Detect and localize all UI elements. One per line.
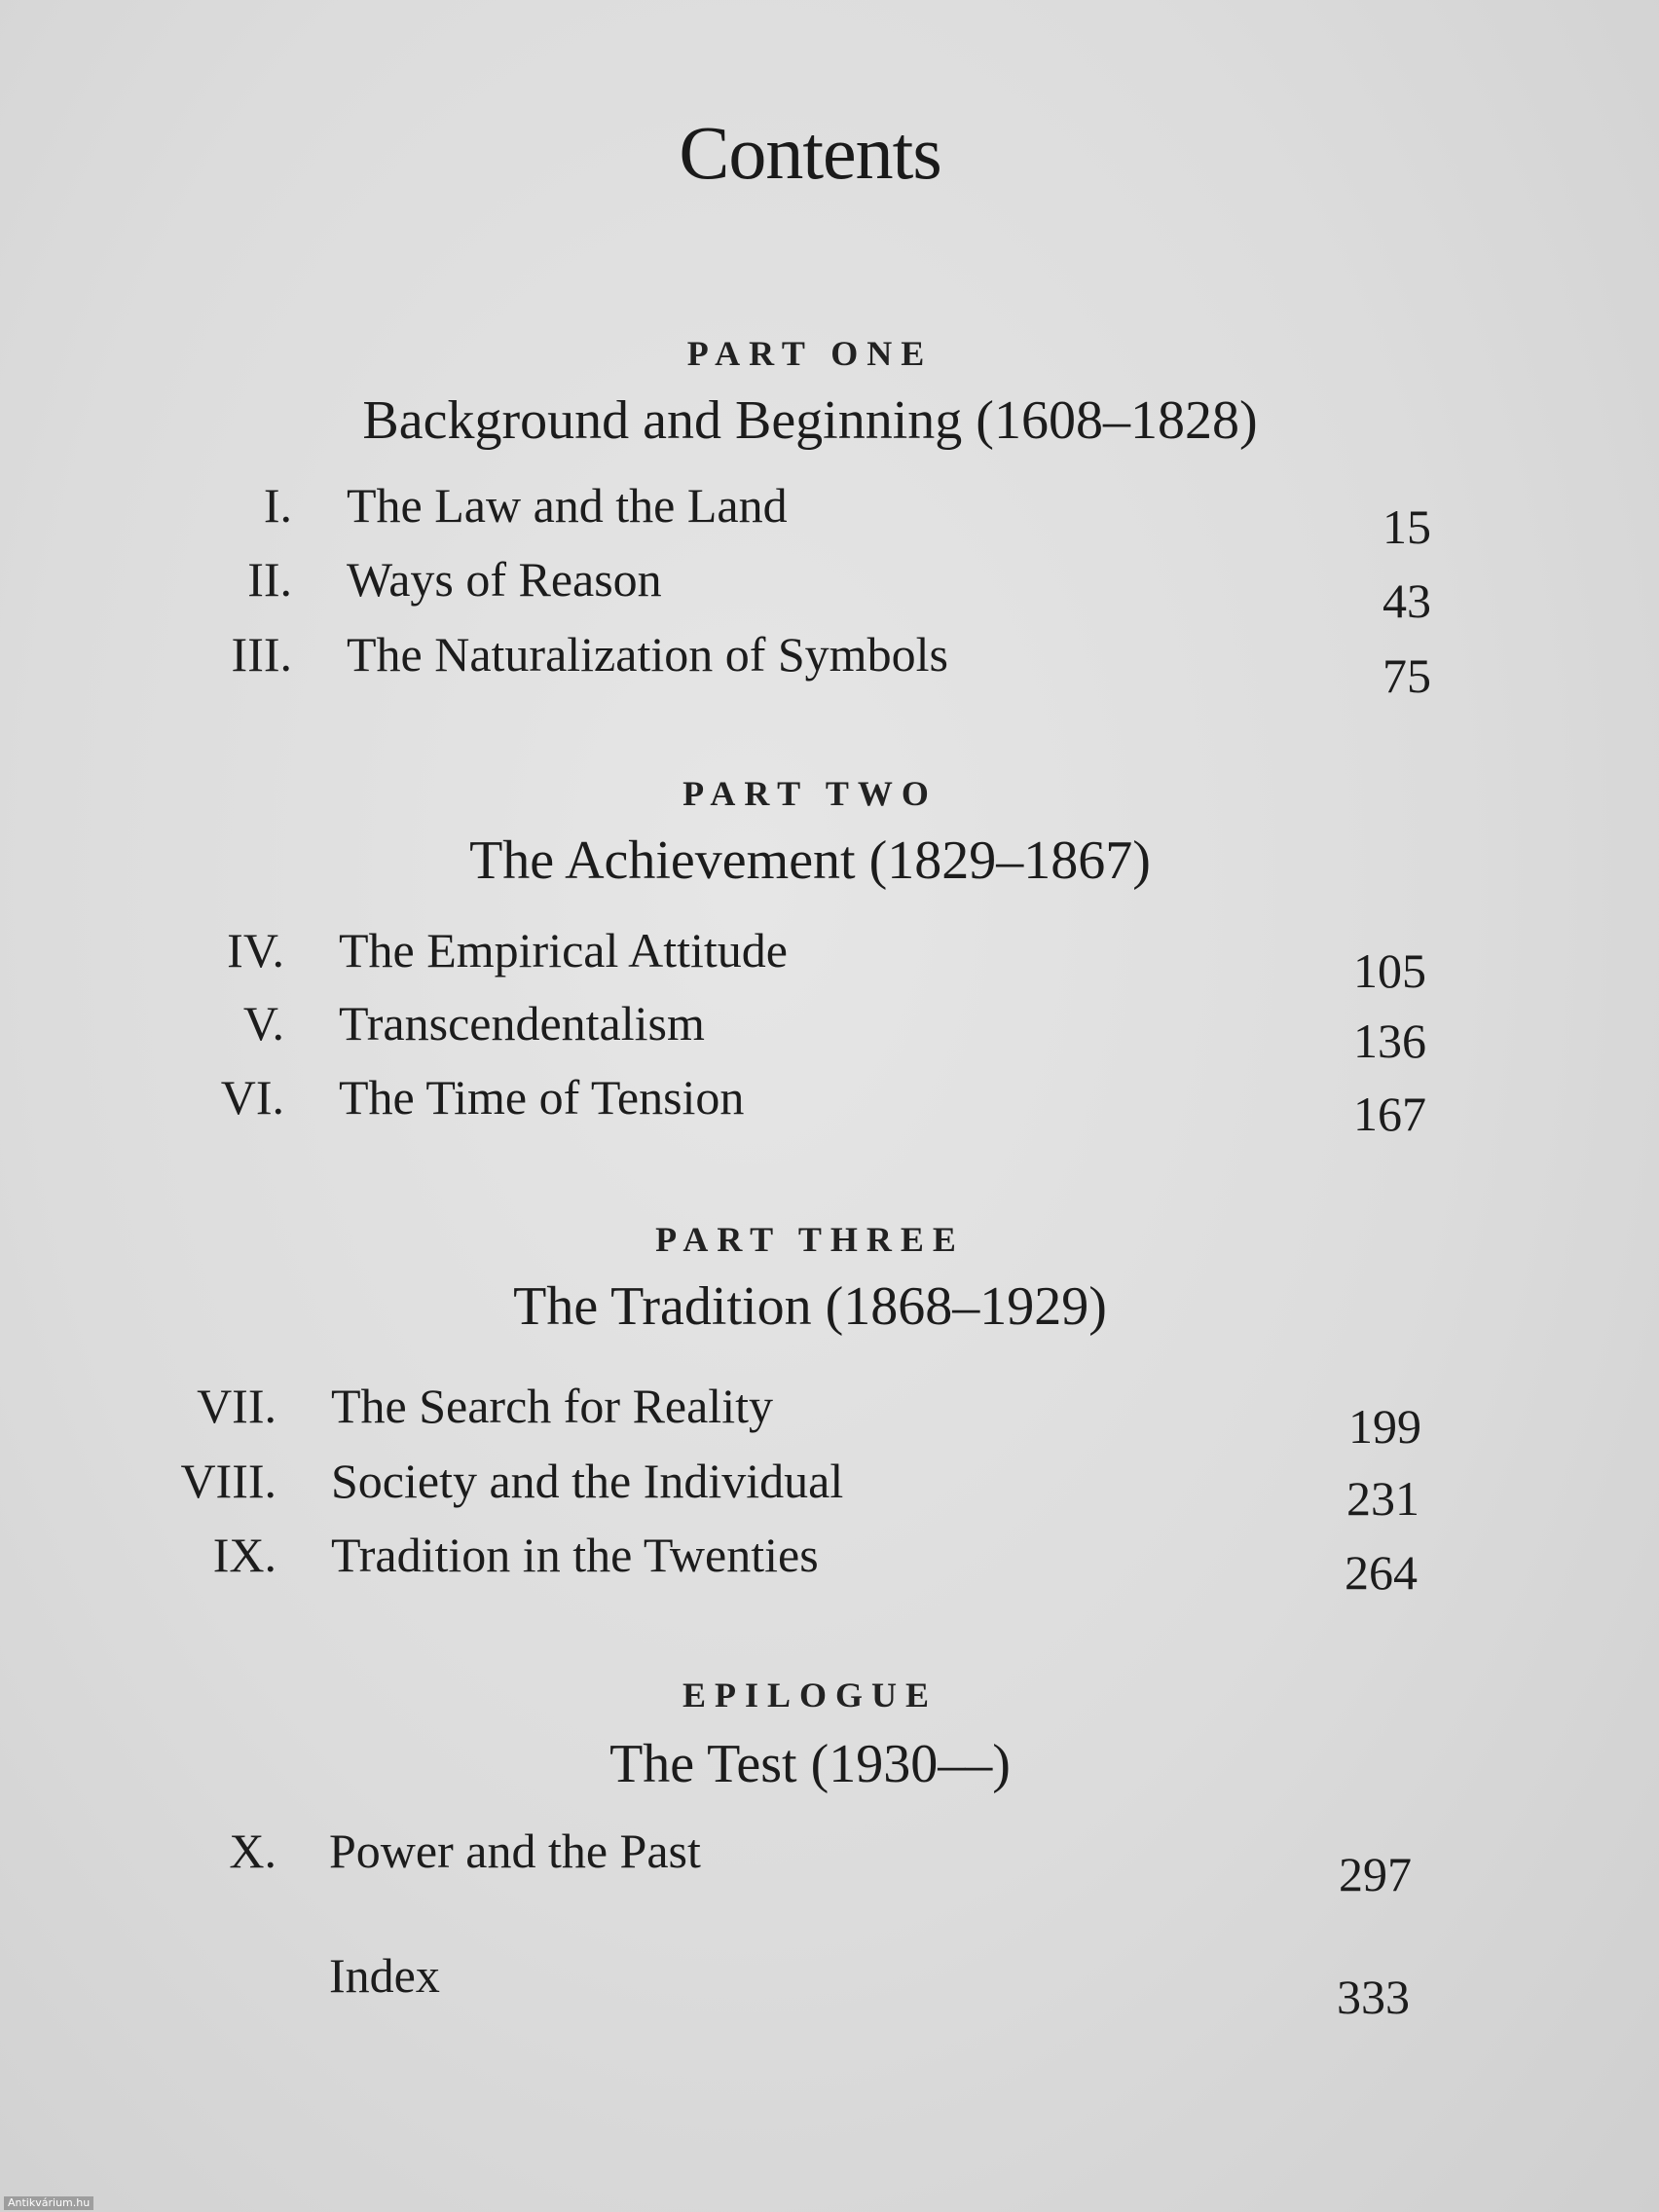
watermark: Antikvárium.hu: [4, 2196, 93, 2210]
part-label: PART ONE: [686, 334, 934, 373]
chapter-title: Power and the Past: [329, 1824, 701, 1878]
page-number: 105: [1353, 943, 1426, 998]
chapter-title: The Naturalization of Symbols: [347, 627, 948, 682]
page-number: 199: [1348, 1399, 1421, 1454]
chapter-number: IX.: [212, 1528, 276, 1582]
chapter-number: V.: [242, 996, 284, 1051]
part-label: PART THREE: [655, 1220, 965, 1259]
page-number: 297: [1339, 1847, 1412, 1901]
part-label: PART TWO: [682, 774, 938, 813]
part-label: EPILOGUE: [682, 1676, 939, 1714]
page-number: 231: [1346, 1471, 1419, 1526]
chapter-number: VII.: [197, 1379, 276, 1433]
chapter-number: IV.: [227, 923, 284, 977]
index-title: Index: [329, 1948, 440, 2003]
page-title: Contents: [679, 110, 941, 195]
chapter-title: The Time of Tension: [339, 1070, 745, 1124]
page-number: 167: [1353, 1087, 1426, 1141]
part-title: Background and Beginning (1608–1828): [362, 390, 1258, 451]
chapter-title: Ways of Reason: [347, 552, 662, 607]
chapter-number: X.: [229, 1824, 276, 1878]
page-number: 43: [1382, 573, 1431, 628]
chapter-number: VIII.: [180, 1454, 276, 1508]
chapter-title: Tradition in the Twenties: [331, 1528, 819, 1582]
page-number: 15: [1382, 499, 1431, 554]
part-title: The Tradition (1868–1929): [513, 1276, 1107, 1337]
chapter-title: Transcendentalism: [339, 996, 705, 1051]
chapter-number: II.: [247, 552, 292, 607]
chapter-title: The Empirical Attitude: [339, 923, 788, 977]
chapter-number: III.: [231, 627, 292, 682]
part-title: The Test (1930––): [609, 1734, 1011, 1794]
index-page-number: 333: [1337, 1970, 1410, 2024]
chapter-title: Society and the Individual: [331, 1454, 844, 1508]
page-number: 264: [1345, 1545, 1418, 1600]
page-number: 75: [1382, 648, 1431, 703]
chapter-number: I.: [263, 478, 292, 533]
chapter-title: The Law and the Land: [347, 478, 788, 533]
page-number: 136: [1353, 1014, 1426, 1068]
part-title: The Achievement (1829–1867): [469, 830, 1151, 891]
chapter-title: The Search for Reality: [331, 1379, 773, 1433]
chapter-number: VI.: [220, 1070, 284, 1124]
